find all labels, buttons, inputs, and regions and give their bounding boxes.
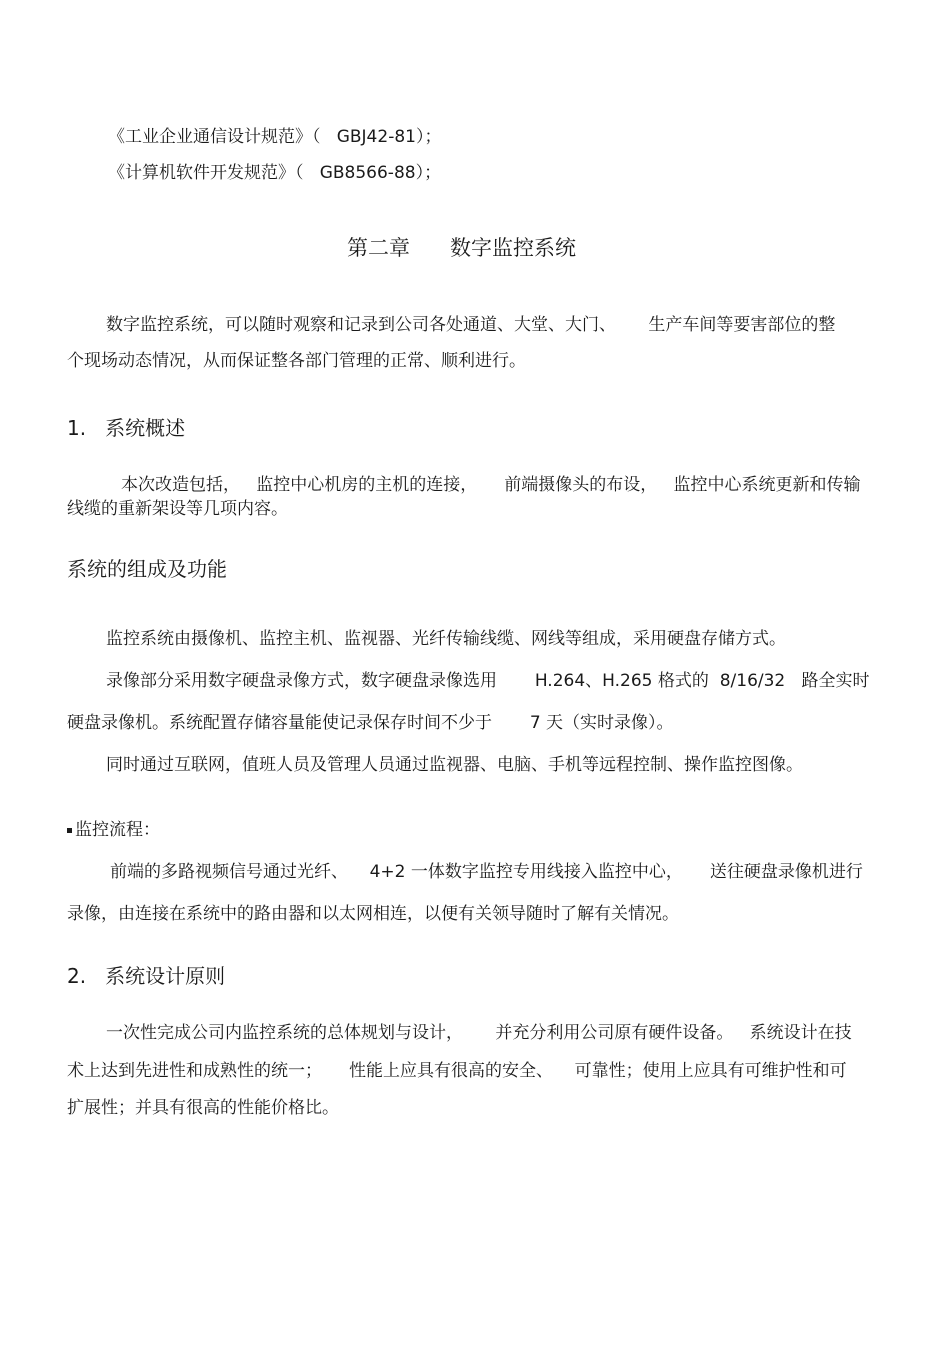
section2-paragraph-line: 一次性完成公司内监控系统的总体规划与设计， 并充分利用公司原有硬件设备。 系统设计在技 [106,1023,852,1043]
subsection-heading: 系统的组成及功能 [67,557,227,581]
composition-paragraph-line: 录像部分采用数字硬盘录像方式，数字硬盘录像选用 H.264、H.265 格式的 8/16/32 路全实时 [106,671,870,691]
section-heading: 2. 系统设计原则 [67,964,226,988]
section2-paragraph-line: 扩展性；并具有很高的性能价格比。 [67,1098,339,1118]
flow-label: 监控流程： [75,820,160,840]
section1-paragraph-line: 线缆的重新架设等几项内容。 [67,499,288,519]
bullet-icon [67,828,72,833]
intro-paragraph-line: 数字监控系统，可以随时观察和记录到公司各处通道、大堂、大门、 生产车间等要害部位的整 [106,315,836,335]
reference-line: 《工业企业通信设计规范》（ GBJ42-81）； [108,127,442,147]
chapter-title: 第二章 数字监控系统 [347,236,577,260]
composition-paragraph: 同时通过互联网，值班人员及管理人员通过监视器、电脑、手机等远程控制、操作监控图像。 [106,755,803,775]
reference-line: 《计算机软件开发规范》（ GB8566-88）； [108,163,442,183]
section2-paragraph-line: 术上达到先进性和成熟性的统一； 性能上应具有很高的安全、 可靠性；使用上应具有可维护性和可 [67,1061,847,1081]
flow-paragraph-line: 前端的多路视频信号通过光纤、 4+2 一体数字监控专用线接入监控中心， 送往硬盘录像机进行 [110,862,863,882]
composition-paragraph: 监控系统由摄像机、监控主机、监视器、光纤传输线缆、网线等组成，采用硬盘存储方式。 [106,629,786,649]
flow-label-row [67,819,160,841]
section-heading: 1. 系统概述 [67,416,186,440]
composition-paragraph-line: 硬盘录像机。系统配置存储容量能使记录保存时间不少于 7 天（实时录像）。 [67,713,674,733]
section1-paragraph-line: 本次改造包括， 监控中心机房的主机的连接， 前端摄像头的布设， 监控中心系统更新和传输 [121,475,861,495]
intro-paragraph-line: 个现场动态情况，从而保证整各部门管理的正常、顺利进行。 [67,351,526,371]
flow-paragraph-line: 录像，由连接在系统中的路由器和以太网相连，以便有关领导随时了解有关情况。 [67,904,679,924]
